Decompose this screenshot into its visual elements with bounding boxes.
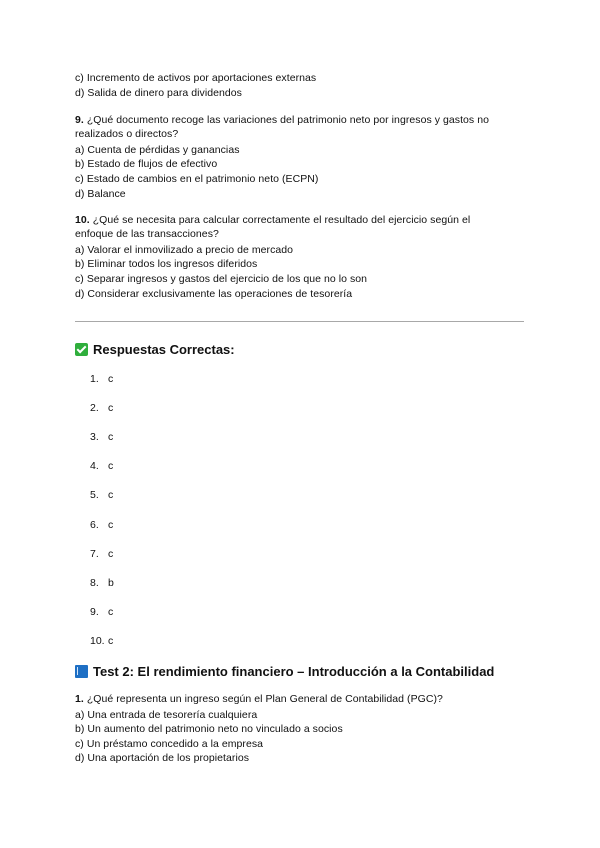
question-text: ¿Qué representa un ingreso según el Plan General de Contabilidad (PGC)? [83,693,443,705]
option-a: a) Valorar el inmovilizado a precio de mercado [75,244,294,256]
answer-item [90,576,114,590]
option-c: c) Estado de cambios en el patrimonio neto (ECPN) [75,173,319,185]
answer-letter: c [108,518,114,531]
answer-item [90,488,113,502]
question-text: ¿Qué se necesita para calcular correctamente el resultado del ejercicio según el [89,214,471,226]
option-c: c) Un préstamo concedido a la empresa [75,738,264,750]
answer-number: 4. [90,460,99,473]
question-number: 9. [75,114,84,126]
answer-item [90,547,113,561]
question-9-text [75,113,489,127]
answer-number: 2. [90,402,99,415]
option-d: d) Una aportación de los propietarios [75,752,250,764]
question-number: 1. [75,693,84,705]
option-d: d) Considerar exclusivamente las operaciones de tesorería [75,288,353,300]
answer-number: 9. [90,605,99,618]
option-d: d) Balance [75,188,126,200]
book-icon [75,665,88,678]
test2-title: Test 2: El rendimiento financiero – Introducción a la Contabilidad [93,664,495,679]
option-c: c) Separar ingresos y gastos del ejercicio de los que no lo son [75,273,368,285]
option-b: b) Estado de flujos de efectivo [75,158,218,170]
question-9-text-cont: realizados o directos? [75,128,179,140]
answer-number: 1. [90,373,99,385]
option-a: a) Una entrada de tesorería cualquiera [75,709,258,721]
answer-number: 10. [90,634,105,647]
question-number: 10. [75,214,90,226]
answer-item [90,459,113,473]
answer-letter: c [108,634,114,647]
horizontal-divider [75,321,524,322]
answer-item [90,372,113,386]
answers-heading [75,342,235,358]
option-b: b) Eliminar todos los ingresos diferidos [75,258,258,270]
answer-letter: c [108,460,114,473]
answer-number: 7. [90,547,99,560]
option-d: d) Salida de dinero para dividendos [75,87,242,99]
answer-item [90,430,113,444]
answer-letter: c [108,605,114,618]
answer-letter: c [108,373,114,385]
question-text: ¿Qué documento recoge las variaciones del patrimonio neto por ingresos y gastos no [83,114,489,126]
question-10-text-cont: enfoque de las transacciones? [75,228,219,240]
check-mark-icon [75,343,88,356]
answer-number: 8. [90,576,99,589]
answer-letter: b [108,576,114,589]
option-a: a) Cuenta de pérdidas y ganancias [75,144,240,156]
test2-heading [75,664,494,680]
answer-item [90,518,113,532]
answer-number: 6. [90,518,99,531]
answer-item [90,401,113,415]
answers-title: Respuestas Correctas: [93,342,235,357]
answer-letter: c [108,402,114,415]
question-10-text [75,213,470,227]
answer-letter: c [108,431,114,444]
answer-letter: c [108,489,114,502]
option-c: c) Incremento de activos por aportaciones externas [75,72,317,84]
option-b: b) Un aumento del patrimonio neto no vinculado a socios [75,723,343,735]
answer-number: 5. [90,489,99,502]
answer-number: 3. [90,431,99,444]
answer-item [90,634,113,648]
answer-letter: c [108,547,114,560]
test2-question-1-text [75,692,443,706]
answer-item [90,605,113,619]
